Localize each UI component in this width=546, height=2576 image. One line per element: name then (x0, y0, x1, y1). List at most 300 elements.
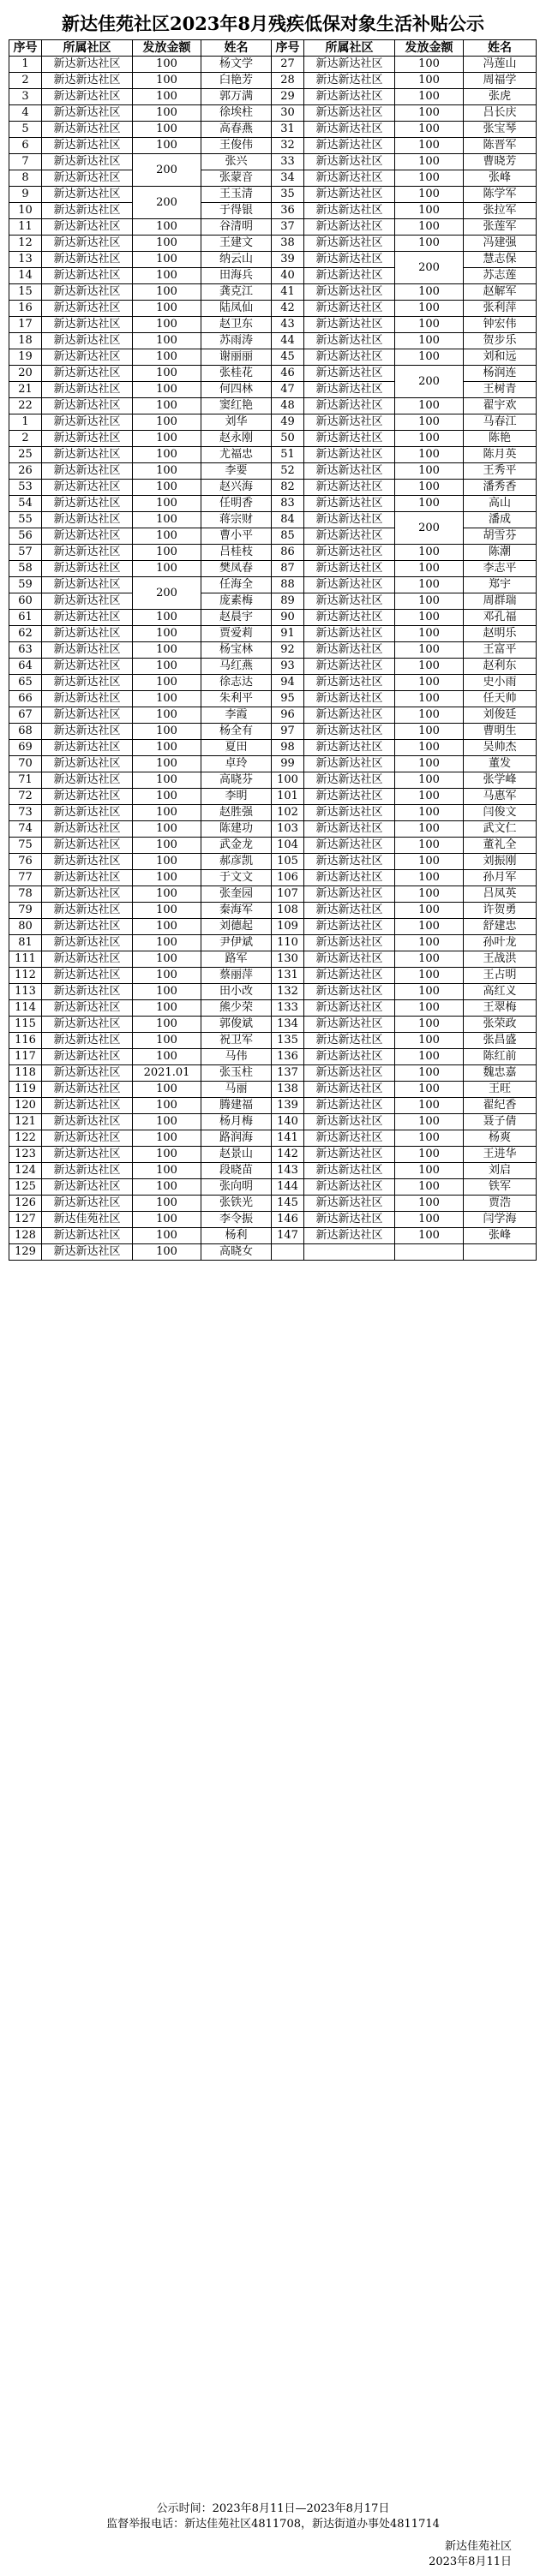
subsidy-amount: 100 (395, 756, 464, 772)
subsidy-amount: 100 (395, 675, 464, 691)
community-name: 新达新达社区 (304, 1049, 395, 1065)
table-row (9, 854, 537, 870)
community-name: 新达新达社区 (304, 349, 395, 366)
subsidy-amount: 100 (133, 1098, 201, 1114)
recipient-name: 王建文 (201, 236, 272, 252)
row-number: 56 (9, 528, 42, 545)
row-number: 87 (272, 561, 304, 577)
subsidy-amount: 100 (395, 691, 464, 707)
subsidy-amount: 100 (395, 968, 464, 984)
table-row (9, 577, 537, 593)
subsidy-amount: 100 (133, 268, 201, 284)
table-row (9, 1244, 537, 1261)
recipient-name: 祝卫军 (201, 1033, 272, 1049)
community-name: 新达新达社区 (42, 545, 133, 561)
subsidy-amount: 100 (395, 447, 464, 463)
recipient-name: 张蒙音 (201, 170, 272, 187)
recipient-name: 周福学 (464, 73, 537, 89)
recipient-name: 徐埃柱 (201, 105, 272, 122)
recipient-name: 高晓女 (201, 1244, 272, 1261)
subsidy-amount: 200 (395, 252, 464, 284)
community-name: 新达新达社区 (304, 236, 395, 252)
subsidy-amount: 200 (395, 366, 464, 398)
recipient-name: 许贺勇 (464, 903, 537, 919)
recipient-name: 张桂花 (201, 366, 272, 382)
row-number: 142 (272, 1147, 304, 1163)
community-name: 新达新达社区 (304, 480, 395, 496)
subsidy-amount: 100 (395, 1228, 464, 1244)
subsidy-amount: 100 (395, 219, 464, 236)
row-number: 102 (272, 805, 304, 821)
row-number: 3 (9, 89, 42, 105)
recipient-name: 路润海 (201, 1130, 272, 1147)
subsidy-amount: 100 (395, 1179, 464, 1196)
table-row (9, 1065, 537, 1082)
table-row (9, 870, 537, 886)
header-cell: 所属社区 (304, 40, 395, 57)
community-name: 新达新达社区 (42, 854, 133, 870)
row-number: 67 (9, 707, 42, 724)
table-row (9, 1147, 537, 1163)
recipient-name: 樊凤春 (201, 561, 272, 577)
table-row (9, 935, 537, 951)
subsidy-amount: 100 (395, 593, 464, 610)
subsidy-amount: 100 (133, 1163, 201, 1179)
row-number: 20 (9, 366, 42, 382)
table-row (9, 431, 537, 447)
community-name: 新达新达社区 (42, 1130, 133, 1147)
community-name: 新达新达社区 (42, 398, 133, 414)
table-row (9, 138, 537, 154)
subsidy-amount: 100 (395, 577, 464, 593)
row-number: 130 (272, 951, 304, 968)
recipient-name: 陈潮 (464, 545, 537, 561)
community-name: 新达新达社区 (304, 1098, 395, 1114)
subsidy-amount: 100 (395, 284, 464, 301)
community-name: 新达新达社区 (304, 463, 395, 480)
row-number: 141 (272, 1130, 304, 1147)
recipient-name: 李明 (201, 789, 272, 805)
subsidy-amount: 100 (395, 154, 464, 170)
row-number: 69 (9, 740, 42, 756)
community-name: 新达新达社区 (42, 366, 133, 382)
community-name: 新达新达社区 (42, 187, 133, 203)
subsidy-amount: 100 (395, 1163, 464, 1179)
recipient-name: 张学峰 (464, 772, 537, 789)
row-number: 49 (272, 414, 304, 431)
community-name: 新达新达社区 (304, 89, 395, 105)
table-row (9, 756, 537, 772)
community-name: 新达新达社区 (304, 333, 395, 349)
subsidy-amount: 100 (395, 1065, 464, 1082)
community-name: 新达新达社区 (304, 1017, 395, 1033)
community-name: 新达新达社区 (42, 105, 133, 122)
table-row (9, 512, 537, 528)
community-name: 新达新达社区 (42, 236, 133, 252)
row-number: 110 (272, 935, 304, 951)
subsidy-amount: 100 (133, 1049, 201, 1065)
community-name: 新达新达社区 (42, 154, 133, 170)
row-number: 108 (272, 903, 304, 919)
row-number: 146 (272, 1212, 304, 1228)
recipient-name: 谷清明 (201, 219, 272, 236)
community-name: 新达新达社区 (42, 919, 133, 935)
subsidy-amount: 100 (395, 333, 464, 349)
recipient-name: 张峰 (464, 1228, 537, 1244)
subsidy-amount: 100 (395, 724, 464, 740)
community-name: 新达新达社区 (42, 951, 133, 968)
subsidy-amount: 100 (133, 545, 201, 561)
subsidy-amount: 100 (133, 447, 201, 463)
row-number: 2 (9, 73, 42, 89)
community-name: 新达新达社区 (42, 382, 133, 398)
recipient-name: 潘秀香 (464, 480, 537, 496)
empty-cell (272, 1244, 304, 1261)
row-number: 105 (272, 854, 304, 870)
table-row (9, 447, 537, 463)
recipient-name: 铁军 (464, 1179, 537, 1196)
subsidy-amount: 100 (133, 821, 201, 838)
community-name: 新达新达社区 (42, 268, 133, 284)
subsidy-amount: 200 (133, 187, 201, 219)
row-number: 76 (9, 854, 42, 870)
row-number: 68 (9, 724, 42, 740)
recipient-name: 冯莲山 (464, 57, 537, 73)
recipient-name: 吴帅杰 (464, 740, 537, 756)
recipient-name: 魏忠嘉 (464, 1065, 537, 1082)
community-name: 新达新达社区 (42, 1065, 133, 1082)
row-number: 78 (9, 886, 42, 903)
table-row (9, 1196, 537, 1212)
subsidy-amount: 100 (395, 431, 464, 447)
community-name: 新达新达社区 (42, 317, 133, 333)
recipient-name: 赵胜强 (201, 805, 272, 821)
community-name: 新达新达社区 (42, 789, 133, 805)
subsidy-table (9, 39, 537, 1261)
recipient-name: 刘德起 (201, 919, 272, 935)
row-number: 59 (9, 577, 42, 593)
row-number: 6 (9, 138, 42, 154)
community-name: 新达新达社区 (304, 854, 395, 870)
community-name: 新达新达社区 (304, 447, 395, 463)
row-number: 135 (272, 1033, 304, 1049)
header-cell: 所属社区 (42, 40, 133, 57)
subsidy-amount: 100 (395, 1130, 464, 1147)
row-number: 97 (272, 724, 304, 740)
row-number: 39 (272, 252, 304, 268)
subsidy-amount: 100 (133, 756, 201, 772)
row-number: 53 (9, 480, 42, 496)
row-number: 138 (272, 1082, 304, 1098)
recipient-name: 王战洪 (464, 951, 537, 968)
table-row (9, 642, 537, 659)
table-header-row (9, 40, 537, 57)
subsidy-amount: 100 (133, 1114, 201, 1130)
community-name: 新达新达社区 (42, 73, 133, 89)
row-number: 137 (272, 1065, 304, 1082)
row-number: 2 (9, 431, 42, 447)
subsidy-amount: 100 (133, 73, 201, 89)
subsidy-amount: 100 (395, 789, 464, 805)
row-number: 61 (9, 610, 42, 626)
community-name: 新达新达社区 (42, 219, 133, 236)
community-name: 新达新达社区 (42, 252, 133, 268)
table-row (9, 187, 537, 203)
subsidy-amount: 100 (395, 398, 464, 414)
row-number: 7 (9, 154, 42, 170)
row-number: 112 (9, 968, 42, 984)
row-number: 75 (9, 838, 42, 854)
recipient-name: 王旺 (464, 1082, 537, 1098)
subsidy-amount: 100 (395, 805, 464, 821)
subsidy-amount: 100 (133, 138, 201, 154)
table-row (9, 73, 537, 89)
subsidy-amount: 100 (395, 951, 464, 968)
recipient-name: 钟宏伟 (464, 317, 537, 333)
recipient-name: 郝彦凯 (201, 854, 272, 870)
subsidy-amount: 100 (395, 203, 464, 219)
row-number: 111 (9, 951, 42, 968)
subsidy-amount: 100 (133, 740, 201, 756)
subsidy-amount: 100 (395, 772, 464, 789)
subsidy-amount: 100 (133, 1017, 201, 1033)
community-name: 新达新达社区 (42, 480, 133, 496)
row-number: 116 (9, 1033, 42, 1049)
community-name: 新达新达社区 (42, 1244, 133, 1261)
recipient-name: 赵解军 (464, 284, 537, 301)
row-number: 60 (9, 593, 42, 610)
recipient-name: 慧志保 (464, 252, 537, 268)
subsidy-amount: 100 (395, 821, 464, 838)
subsidy-amount: 100 (133, 1179, 201, 1196)
subsidy-amount: 100 (133, 642, 201, 659)
row-number: 47 (272, 382, 304, 398)
table-row (9, 805, 537, 821)
subsidy-amount: 2021.01 (133, 1065, 201, 1082)
recipient-name: 纳云山 (201, 252, 272, 268)
community-name: 新达新达社区 (42, 1033, 133, 1049)
row-number: 114 (9, 1000, 42, 1017)
community-name: 新达新达社区 (42, 89, 133, 105)
community-name: 新达新达社区 (304, 268, 395, 284)
recipient-name: 张利萍 (464, 301, 537, 317)
row-number: 82 (272, 480, 304, 496)
community-name: 新达新达社区 (42, 724, 133, 740)
subsidy-amount: 100 (133, 707, 201, 724)
recipient-name: 蒋宗财 (201, 512, 272, 528)
subsidy-amount: 100 (395, 1033, 464, 1049)
row-number: 41 (272, 284, 304, 301)
row-number: 140 (272, 1114, 304, 1130)
row-number: 117 (9, 1049, 42, 1065)
subsidy-amount: 100 (395, 187, 464, 203)
recipient-name: 刘和远 (464, 349, 537, 366)
community-name: 新达新达社区 (304, 659, 395, 675)
table-row (9, 480, 537, 496)
subsidy-amount: 100 (133, 89, 201, 105)
recipient-name: 蔡丽萍 (201, 968, 272, 984)
community-name: 新达新达社区 (304, 951, 395, 968)
recipient-name: 杨月梅 (201, 1114, 272, 1130)
community-name: 新达新达社区 (42, 691, 133, 707)
community-name: 新达新达社区 (42, 903, 133, 919)
recipient-name: 赵兴海 (201, 480, 272, 496)
community-name: 新达新达社区 (42, 984, 133, 1000)
subsidy-amount: 100 (133, 1147, 201, 1163)
table-row (9, 1228, 537, 1244)
community-name: 新达新达社区 (42, 886, 133, 903)
subsidy-amount: 100 (133, 414, 201, 431)
subsidy-amount: 100 (133, 366, 201, 382)
recipient-name: 杨宝林 (201, 642, 272, 659)
table-row (9, 463, 537, 480)
subsidy-amount: 100 (395, 317, 464, 333)
subsidy-amount: 100 (133, 252, 201, 268)
community-name: 新达新达社区 (42, 1098, 133, 1114)
subsidy-amount: 100 (133, 903, 201, 919)
subsidy-amount: 100 (133, 1228, 201, 1244)
subsidy-amount: 100 (133, 528, 201, 545)
header-cell: 姓名 (201, 40, 272, 57)
row-number: 8 (9, 170, 42, 187)
community-name: 新达新达社区 (304, 691, 395, 707)
recipient-name: 王树青 (464, 382, 537, 398)
recipient-name: 张昌盛 (464, 1033, 537, 1049)
community-name: 新达新达社区 (304, 935, 395, 951)
subsidy-amount: 200 (395, 512, 464, 545)
subsidy-amount: 100 (395, 1098, 464, 1114)
recipient-name: 张玉柱 (201, 1065, 272, 1082)
recipient-name: 杨润连 (464, 366, 537, 382)
table-row (9, 951, 537, 968)
row-number: 16 (9, 301, 42, 317)
subsidy-amount: 100 (133, 122, 201, 138)
subsidy-amount: 100 (133, 317, 201, 333)
row-number: 91 (272, 626, 304, 642)
row-number: 46 (272, 366, 304, 382)
recipient-name: 张兴 (201, 154, 272, 170)
row-number: 71 (9, 772, 42, 789)
community-name: 新达新达社区 (42, 1017, 133, 1033)
row-number: 19 (9, 349, 42, 366)
issue-date: 2023年8月11日 (429, 2555, 512, 2568)
community-name: 新达新达社区 (304, 903, 395, 919)
community-name: 新达新达社区 (42, 659, 133, 675)
row-number: 77 (9, 870, 42, 886)
page-title: 新达佳苑社区2023年8月残疾低保对象生活补贴公示 (61, 13, 485, 34)
recipient-name: 赵晨宇 (201, 610, 272, 626)
recipient-name: 李志平 (464, 561, 537, 577)
community-name: 新达新达社区 (304, 528, 395, 545)
subsidy-amount: 100 (133, 1000, 201, 1017)
row-number: 98 (272, 740, 304, 756)
community-name: 新达新达社区 (42, 138, 133, 154)
table-row (9, 496, 537, 512)
subsidy-amount: 100 (395, 838, 464, 854)
subsidy-amount: 100 (133, 57, 201, 73)
community-name: 新达新达社区 (304, 301, 395, 317)
subsidy-amount: 100 (395, 545, 464, 561)
row-number: 134 (272, 1017, 304, 1033)
community-name: 新达新达社区 (304, 805, 395, 821)
row-number: 63 (9, 642, 42, 659)
report-hotline: 监督举报电话：新达佳苑社区4811708，新达街道办事处4811714 (106, 2518, 440, 2531)
community-name: 新达新达社区 (42, 1000, 133, 1017)
row-number: 147 (272, 1228, 304, 1244)
community-name: 新达新达社区 (42, 1179, 133, 1196)
subsidy-amount: 100 (395, 707, 464, 724)
table-row (9, 203, 537, 219)
row-number: 96 (272, 707, 304, 724)
community-name: 新达新达社区 (304, 626, 395, 642)
subsidy-amount: 100 (133, 789, 201, 805)
recipient-name: 卓玲 (201, 756, 272, 772)
subsidy-amount: 100 (133, 724, 201, 740)
row-number: 80 (9, 919, 42, 935)
recipient-name: 翟纪香 (464, 1098, 537, 1114)
table-row (9, 1130, 537, 1147)
subsidy-amount: 100 (133, 968, 201, 984)
row-number: 45 (272, 349, 304, 366)
community-name: 新达新达社区 (304, 1228, 395, 1244)
subsidy-amount: 100 (133, 512, 201, 528)
community-name: 新达新达社区 (304, 366, 395, 382)
table-row (9, 154, 537, 170)
recipient-name: 张虎 (464, 89, 537, 105)
subsidy-amount: 100 (133, 236, 201, 252)
recipient-name: 刘振刚 (464, 854, 537, 870)
community-name: 新达新达社区 (304, 675, 395, 691)
table-row (9, 105, 537, 122)
community-name: 新达新达社区 (304, 414, 395, 431)
recipient-name: 杨爽 (464, 1130, 537, 1147)
recipient-name: 闫俊文 (464, 805, 537, 821)
table-row (9, 919, 537, 935)
row-number: 109 (272, 919, 304, 935)
row-number: 44 (272, 333, 304, 349)
row-number: 81 (9, 935, 42, 951)
recipient-name: 王俊伟 (201, 138, 272, 154)
row-number: 58 (9, 561, 42, 577)
recipient-name: 张峰 (464, 170, 537, 187)
recipient-name: 贾浩 (464, 1196, 537, 1212)
header-cell: 发放金额 (395, 40, 464, 57)
table-row (9, 57, 537, 73)
row-number: 103 (272, 821, 304, 838)
subsidy-amount: 100 (133, 431, 201, 447)
table-row (9, 236, 537, 252)
recipient-name: 郑宇 (464, 577, 537, 593)
subsidy-amount: 100 (133, 691, 201, 707)
community-name: 新达新达社区 (42, 577, 133, 593)
row-number: 79 (9, 903, 42, 919)
row-number: 107 (272, 886, 304, 903)
subsidy-amount: 100 (133, 284, 201, 301)
row-number: 144 (272, 1179, 304, 1196)
recipient-name: 龚克江 (201, 284, 272, 301)
recipient-name: 郭万满 (201, 89, 272, 105)
row-number: 84 (272, 512, 304, 528)
row-number: 18 (9, 333, 42, 349)
recipient-name: 杨文学 (201, 57, 272, 73)
row-number: 29 (272, 89, 304, 105)
recipient-name: 周群瑞 (464, 593, 537, 610)
table-row (9, 610, 537, 626)
subsidy-amount: 100 (133, 870, 201, 886)
subsidy-amount: 100 (395, 903, 464, 919)
community-name: 新达新达社区 (304, 561, 395, 577)
recipient-name: 陈晋军 (464, 138, 537, 154)
